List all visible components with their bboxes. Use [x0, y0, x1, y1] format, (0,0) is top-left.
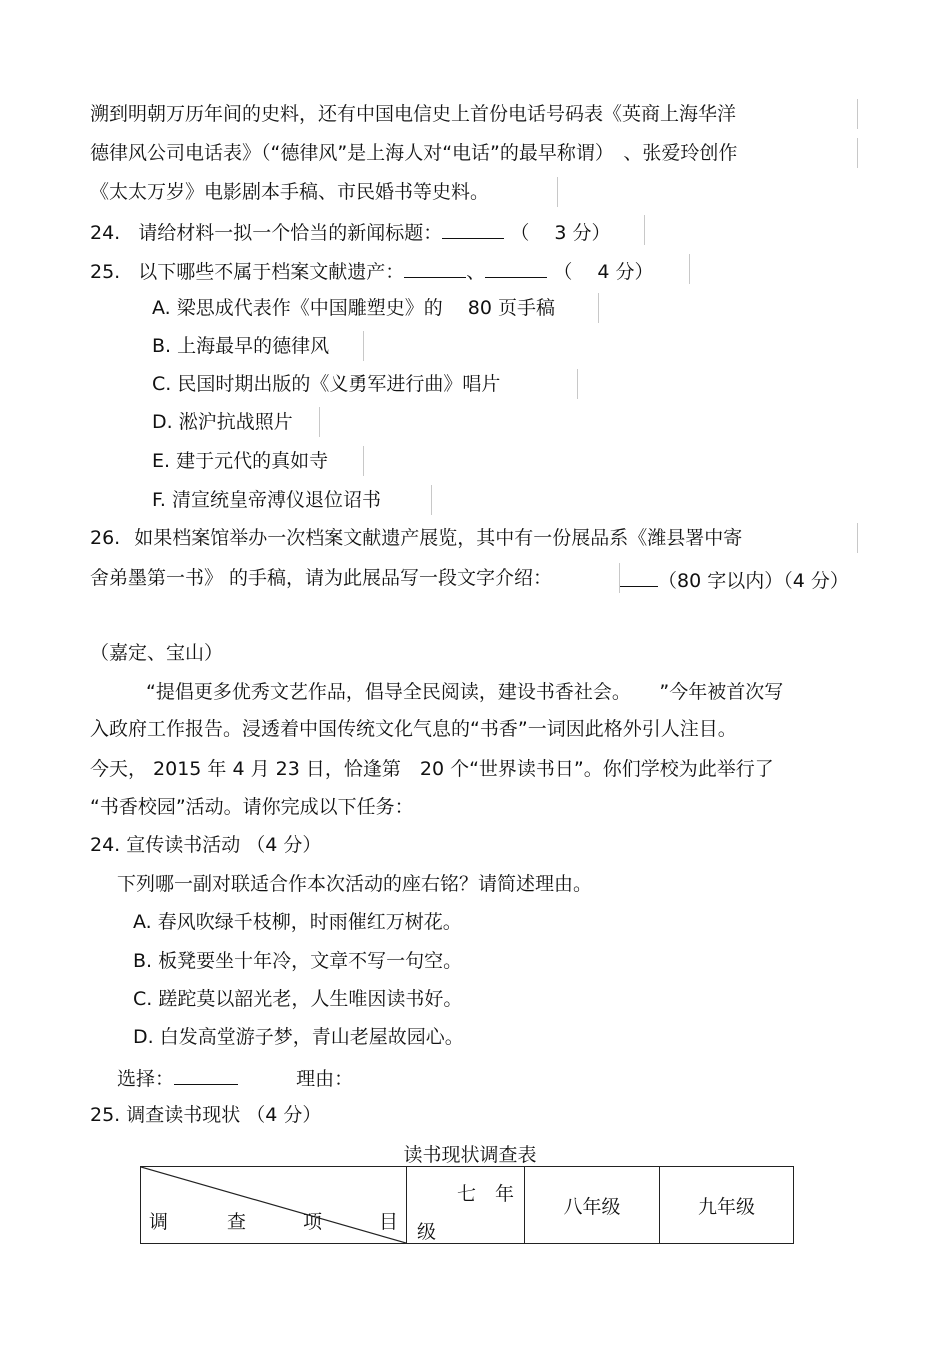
question-text: 请给材料一拟一个恰当的新闻标题： [138, 222, 443, 244]
answer-blank-1[interactable] [404, 257, 466, 278]
table-caption: 读书现状调查表 [403, 1144, 537, 1166]
choice-label: 选择： [117, 1068, 175, 1090]
question-26 [90, 526, 742, 550]
question-24 [90, 218, 611, 245]
line-marker [857, 138, 858, 168]
choice-row [117, 1064, 363, 1091]
question-26-line-2 [90, 566, 552, 590]
separator: 、 [466, 261, 486, 283]
grade7-line-2: 级 [417, 1221, 437, 1243]
grade7-header [407, 1167, 525, 1244]
line-marker [857, 523, 858, 553]
option-e: E. 建于元代的真如寺 [152, 450, 329, 472]
para2-line-1: “提倡更多优秀文艺作品，倡导全民阅读，建设书香社会。 ”今年被首次写 [146, 681, 784, 703]
question-tail: （80 字以内）（4 分） [658, 570, 849, 592]
choice-blank[interactable] [174, 1064, 238, 1085]
district-label: （嘉定、宝山） [90, 642, 224, 664]
q24-prompt: 下列哪一副对联适合作本次活动的座右铭？请简述理由。 [117, 873, 593, 895]
corner-char-3: 项 [303, 1211, 323, 1233]
line-marker [319, 407, 320, 437]
corner-char-1: 调 [149, 1211, 169, 1233]
grade9-header: 九年级 [660, 1167, 794, 1244]
q25-title: 25. 调查读书现状 （4 分） [90, 1104, 322, 1126]
couplet-b: B. 板凳要坐十年冷，文章不写一句空。 [133, 950, 463, 972]
para2-line-4: “书香校园”活动。请你完成以下任务： [90, 796, 414, 818]
question-text-line-1: 如果档案馆举办一次档案文献遗产展览，其中有一份展品系《潍县署中寄 [134, 527, 743, 549]
option-b: B. 上海最早的德律风 [152, 335, 330, 357]
line-marker [431, 485, 432, 515]
line-marker [577, 369, 578, 399]
answer-blank[interactable] [620, 566, 658, 587]
question-text: 以下哪些不属于档案文献遗产： [138, 261, 405, 283]
line-marker [689, 254, 690, 284]
couplet-c: C. 蹉跎莫以韶光老，人生唯因读书好。 [133, 988, 463, 1010]
option-c: C. 民国时期出版的《义勇军进行曲》唱片 [152, 373, 501, 395]
grade8-header: 八年级 [525, 1167, 660, 1244]
diagonal-line [141, 1167, 406, 1243]
corner-header-cell [141, 1167, 407, 1244]
option-a: A. 梁思成代表作《中国雕塑史》的 80 页手稿 [152, 297, 555, 319]
survey-table [140, 1166, 794, 1244]
para2-line-2: 入政府工作报告。浸透着中国传统文化气息的“书香”一词因此格外引人注目。 [90, 718, 737, 740]
grade7-line-1: 七 年 [456, 1183, 514, 1205]
answer-blank[interactable] [442, 218, 504, 239]
option-f: F. 清宣统皇帝溥仪退位诏书 [152, 489, 381, 511]
question-26-tail [620, 566, 849, 593]
couplet-d: D. 白发高堂游子梦，青山老屋故园心。 [133, 1026, 464, 1048]
para2-line-3: 今天， 2015 年 4 月 23 日，恰逢第 20 个“世界读书日”。你们学校为此举行了 [90, 758, 774, 780]
para-line-1: 溯到明朝万历年间的史料，还有中国电信史上首份电话号码表《英商上海华洋 [90, 103, 737, 125]
line-marker [363, 446, 364, 476]
option-d: D. 淞沪抗战照片 [152, 411, 293, 433]
couplet-a: A. 春风吹绿千枝柳，时雨催红万树花。 [133, 911, 462, 933]
question-25 [90, 257, 654, 284]
question-number: 25. [90, 261, 121, 283]
corner-char-2: 查 [227, 1211, 247, 1233]
line-marker [363, 331, 364, 361]
line-marker [557, 177, 558, 207]
line-marker [598, 293, 599, 323]
line-marker [644, 215, 645, 245]
question-number: 24. [90, 222, 121, 244]
corner-char-4: 目 [379, 1211, 399, 1233]
score: （ 4 分） [553, 261, 654, 283]
reason-label: 理由： [296, 1068, 354, 1090]
line-marker [857, 99, 858, 129]
question-text-line-2: 舍弟墨第一书》 的手稿，请为此展品写一段文字介绍： [90, 567, 553, 589]
para-line-3: 《太太万岁》电影剧本手稿、市民婚书等史料。 [90, 181, 490, 203]
question-number: 26. [90, 527, 121, 549]
para-line-2: 德律风公司电话表》（“德律风”是上海人对“电话”的最早称谓） 、张爱玲创作 [90, 142, 738, 164]
score: （ 3 分） [510, 222, 611, 244]
answer-blank-2[interactable] [485, 257, 547, 278]
q24-title: 24. 宣传读书活动 （4 分） [90, 834, 322, 856]
